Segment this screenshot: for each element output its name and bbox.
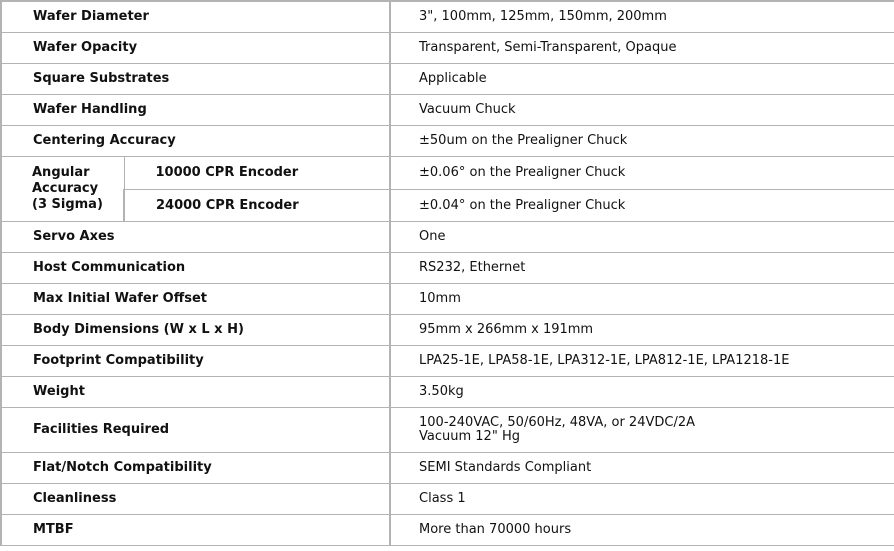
table-row — [1, 1, 894, 32]
table-row — [1, 314, 894, 345]
spec-value-line: 100-240VAC, 50/60Hz, 48VA, or 24VDC/2A — [419, 414, 695, 430]
table-row — [1, 283, 894, 314]
table-row — [1, 189, 894, 221]
spec-value: ±50um on the Prealigner Chuck — [390, 125, 894, 156]
table-row — [1, 63, 894, 94]
spec-value: Class 1 — [390, 483, 894, 514]
spec-label: Wafer Opacity — [1, 32, 390, 63]
spec-label: Body Dimensions (W x L x H) — [1, 314, 390, 345]
spec-value: SEMI Standards Compliant — [390, 452, 894, 483]
table-row — [1, 252, 894, 283]
angular-label-line: Accuracy — [32, 180, 99, 196]
table-row — [1, 221, 894, 252]
spec-value — [390, 407, 894, 452]
encoder-label: 10000 CPR Encoder — [124, 156, 390, 189]
table-row — [1, 32, 894, 63]
spec-label: Host Communication — [1, 252, 390, 283]
spec-label: Facilities Required — [1, 407, 390, 452]
spec-label: MTBF — [1, 514, 390, 545]
spec-value: One — [390, 221, 894, 252]
spec-value: More than 70000 hours — [390, 514, 894, 545]
table-row — [1, 483, 894, 514]
spec-value: RS232, Ethernet — [390, 252, 894, 283]
spec-label: Square Substrates — [1, 63, 390, 94]
table-row — [1, 125, 894, 156]
spec-value: Applicable — [390, 63, 894, 94]
spec-label: Servo Axes — [1, 221, 390, 252]
angular-label-line: Angular — [32, 164, 90, 180]
spec-value: ±0.04° on the Prealigner Chuck — [390, 189, 894, 221]
spec-value: 95mm x 266mm x 191mm — [390, 314, 894, 345]
spec-value: Transparent, Semi-Transparent, Opaque — [390, 32, 894, 63]
encoder-label: 24000 CPR Encoder — [124, 189, 390, 221]
table-row — [1, 156, 894, 189]
spec-value: LPA25-1E, LPA58-1E, LPA312-1E, LPA812-1E, LPA1218-1E — [390, 345, 894, 376]
spec-label: Footprint Compatibility — [1, 345, 390, 376]
spec-label: Max Initial Wafer Offset — [1, 283, 390, 314]
spec-value: Vacuum Chuck — [390, 94, 894, 125]
table-row — [1, 452, 894, 483]
spec-value: ±0.06° on the Prealigner Chuck — [390, 156, 894, 189]
spec-label: Cleanliness — [1, 483, 390, 514]
table-row — [1, 376, 894, 407]
spec-value: 3", 100mm, 125mm, 150mm, 200mm — [390, 1, 894, 32]
spec-value: 3.50kg — [390, 376, 894, 407]
spec-label: Weight — [1, 376, 390, 407]
table-row — [1, 345, 894, 376]
spec-label: Centering Accuracy — [1, 125, 390, 156]
angular-accuracy-label — [1, 156, 124, 221]
spec-label: Flat/Notch Compatibility — [1, 452, 390, 483]
table-row — [1, 407, 894, 452]
spec-value-line: Vacuum 12" Hg — [419, 428, 520, 444]
angular-label-line: (3 Sigma) — [32, 196, 103, 212]
spec-value: 10mm — [390, 283, 894, 314]
spec-label: Wafer Diameter — [1, 1, 390, 32]
spec-label: Wafer Handling — [1, 94, 390, 125]
table-row — [1, 94, 894, 125]
table-row — [1, 514, 894, 545]
